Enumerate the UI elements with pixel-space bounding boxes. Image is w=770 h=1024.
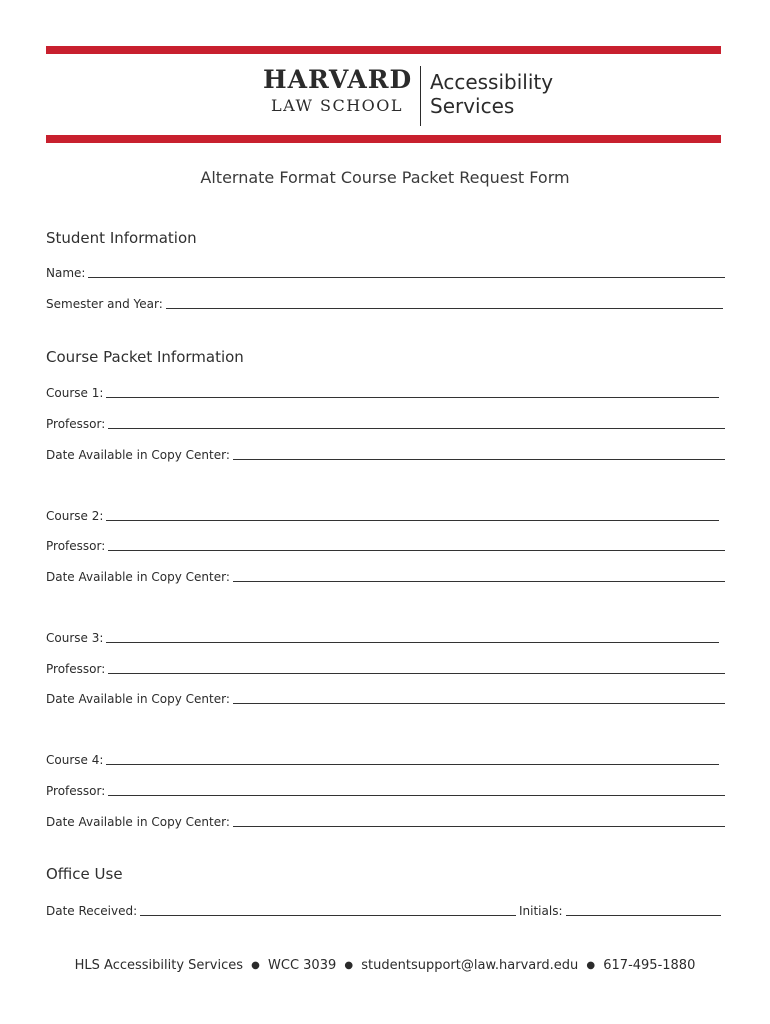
logo-divider (420, 66, 421, 126)
bullet-separator: ● (251, 960, 260, 971)
date-available-3-field[interactable] (46, 686, 725, 706)
course-label: Course 1: (46, 386, 104, 400)
bullet-separator: ● (344, 960, 354, 971)
logo-law-school: LAW SCHOOL (270, 96, 404, 115)
form-title: Alternate Format Course Packet Request Form (200, 168, 570, 187)
professor-2-field[interactable] (46, 533, 725, 553)
name-field[interactable] (46, 260, 725, 280)
footer-room: WCC 3039 (268, 958, 337, 973)
semester-year-input-line[interactable] (166, 308, 723, 309)
professor-label: Professor: (46, 539, 106, 553)
date-received-label: Date Received: (46, 904, 138, 918)
date-available-2-field[interactable] (46, 564, 725, 584)
professor-3-field[interactable] (46, 656, 725, 676)
date-available-4-field[interactable] (46, 809, 725, 829)
professor-4-field[interactable] (46, 778, 725, 798)
date-available-input-line[interactable] (233, 703, 725, 704)
logo-accessibility: Accessibility (430, 70, 554, 94)
course-input-line[interactable] (106, 397, 719, 398)
footer-contact (0, 958, 770, 973)
logo-department (430, 70, 553, 118)
course-label: Course 4: (46, 753, 104, 767)
date-available-input-line[interactable] (233, 459, 725, 460)
section-office-use: Office Use (46, 865, 123, 883)
professor-input-line[interactable] (108, 550, 725, 551)
date-available-input-line[interactable] (233, 826, 725, 827)
course-label: Course 3: (46, 631, 104, 645)
footer-org: HLS Accessibility Services (74, 958, 243, 973)
professor-input-line[interactable] (108, 428, 725, 429)
professor-input-line[interactable] (108, 795, 725, 796)
professor-1-field[interactable] (46, 411, 725, 431)
professor-label: Professor: (46, 662, 106, 676)
name-input-line[interactable] (88, 277, 725, 278)
bottom-red-bar (46, 135, 721, 143)
date-available-label: Date Available in Copy Center: (46, 448, 230, 462)
course-input-line[interactable] (106, 764, 719, 765)
course-3-field[interactable] (46, 625, 719, 645)
date-available-label: Date Available in Copy Center: (46, 570, 230, 584)
logo-services: Services (430, 94, 515, 118)
course-input-line[interactable] (106, 520, 719, 521)
date-available-label: Date Available in Copy Center: (46, 815, 230, 829)
date-received-input-line[interactable] (140, 915, 516, 916)
course-1-field[interactable] (46, 380, 719, 400)
initials-input-line[interactable] (566, 915, 722, 916)
date-available-1-field[interactable] (46, 442, 725, 462)
professor-label: Professor: (46, 417, 106, 431)
footer-email[interactable]: studentsupport@law.harvard.edu (361, 958, 579, 973)
section-student-information: Student Information (46, 229, 197, 247)
name-label: Name: (46, 266, 86, 280)
top-red-bar (46, 46, 721, 54)
semester-year-label: Semester and Year: (46, 297, 163, 311)
logo-wordmark (263, 66, 411, 118)
date-available-input-line[interactable] (233, 581, 725, 582)
professor-label: Professor: (46, 784, 106, 798)
logo-harvard: HARVARD (263, 65, 413, 94)
semester-year-field[interactable] (46, 291, 723, 311)
course-2-field[interactable] (46, 503, 719, 523)
professor-input-line[interactable] (108, 673, 725, 674)
course-input-line[interactable] (106, 642, 719, 643)
initials-label: Initials: (519, 904, 563, 918)
date-received-field[interactable] (46, 898, 516, 918)
initials-field[interactable] (519, 898, 721, 918)
bullet-separator: ● (586, 960, 596, 971)
section-course-packet-information: Course Packet Information (46, 348, 244, 366)
footer-phone: 617-495-1880 (603, 958, 696, 973)
date-available-label: Date Available in Copy Center: (46, 692, 230, 706)
course-4-field[interactable] (46, 747, 719, 767)
course-label: Course 2: (46, 509, 104, 523)
